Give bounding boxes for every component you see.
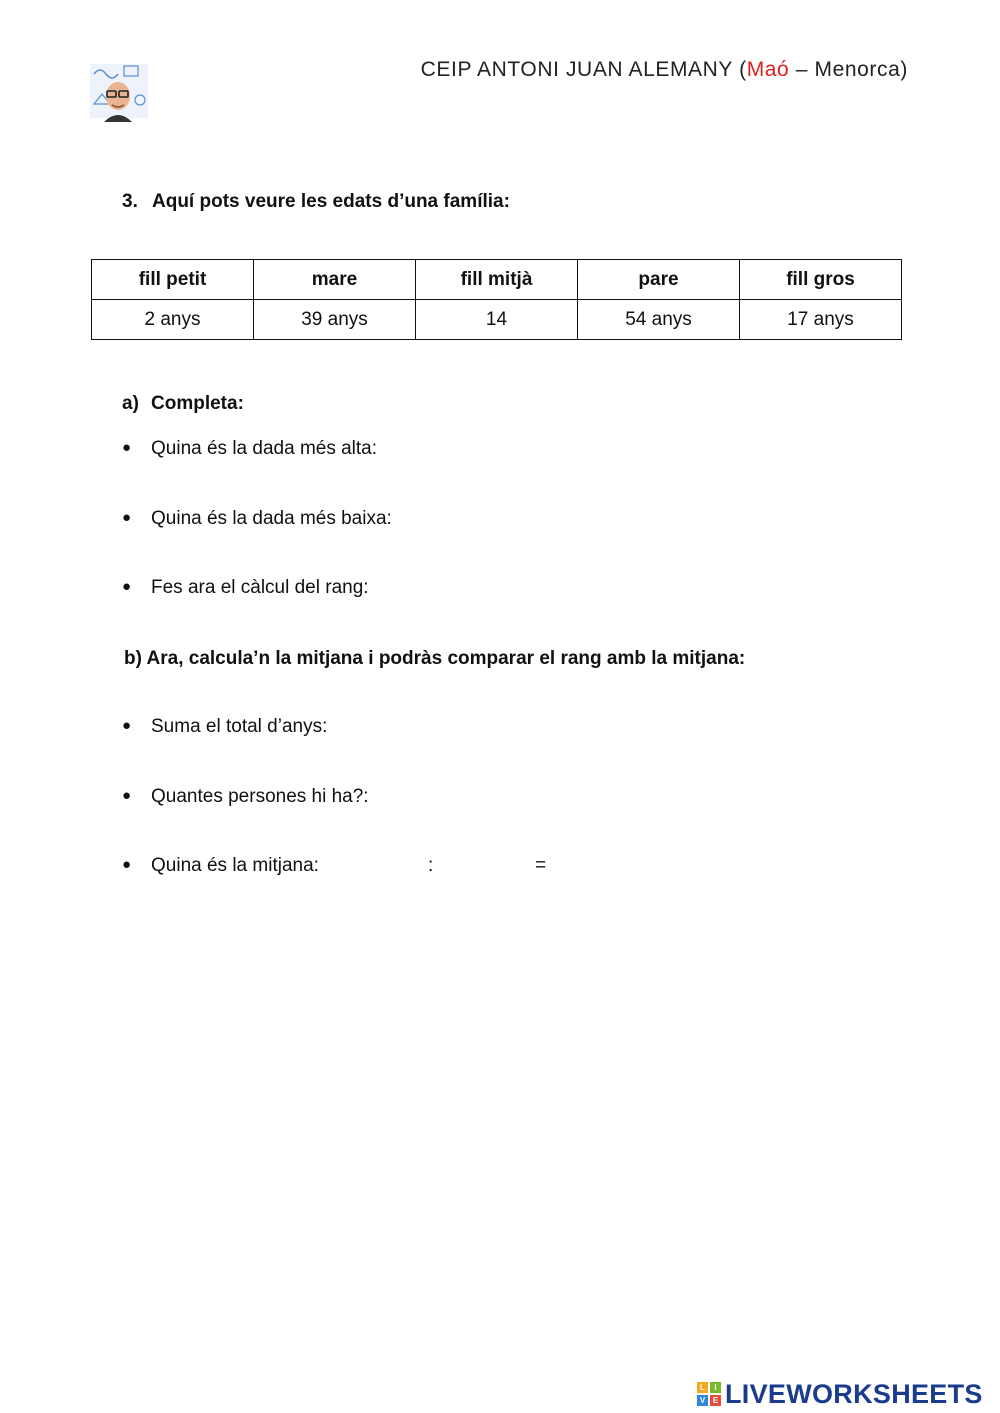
avatar-icon bbox=[88, 60, 152, 124]
list-item bbox=[122, 508, 392, 530]
bullet-icon: ● bbox=[122, 578, 132, 595]
table-header-cell: pare bbox=[578, 260, 740, 300]
list-item bbox=[122, 855, 319, 877]
question-title: Aquí pots veure les edats d’una família: bbox=[152, 191, 510, 212]
liveworksheets-brand bbox=[697, 1377, 983, 1411]
table-cell: 17 anys bbox=[740, 300, 902, 340]
equals-symbol: = bbox=[535, 855, 547, 876]
family-ages-table bbox=[91, 259, 902, 340]
list-item-text: Suma el total d’anys: bbox=[151, 716, 328, 737]
bullet-icon: ● bbox=[122, 717, 132, 734]
school-name-suffix: – Menorca) bbox=[789, 58, 908, 81]
list-item bbox=[122, 716, 327, 738]
table-header-cell: mare bbox=[254, 260, 416, 300]
brand-logo-icon bbox=[697, 1382, 721, 1406]
list-item-text: Quantes persones hi ha?: bbox=[151, 786, 369, 807]
school-city: Maó bbox=[746, 58, 790, 81]
table-header-cell: fill petit bbox=[92, 260, 254, 300]
school-name bbox=[421, 58, 908, 82]
bullet-icon: ● bbox=[122, 787, 132, 804]
table-cell: 14 bbox=[416, 300, 578, 340]
list-item bbox=[122, 577, 369, 599]
part-a-label: a) bbox=[122, 393, 139, 414]
table-cell: 2 anys bbox=[92, 300, 254, 340]
part-a-heading bbox=[122, 393, 244, 415]
table-cell: 39 anys bbox=[254, 300, 416, 340]
question-number: 3. bbox=[122, 191, 138, 212]
part-a-title: Completa: bbox=[151, 393, 244, 414]
table-header-cell: fill gros bbox=[740, 260, 902, 300]
table-row bbox=[92, 300, 902, 340]
brand-text: LIVEWORKSHEETS bbox=[725, 1378, 983, 1409]
brand-tile: E bbox=[710, 1395, 721, 1406]
list-item-text: Quina és la dada més alta: bbox=[151, 438, 378, 459]
teacher-avatar-logo bbox=[88, 60, 152, 124]
part-b-heading: b) Ara, calcula’n la mitjana i podràs comparar el rang amb la mitjana: bbox=[124, 648, 746, 669]
brand-tile: L bbox=[697, 1382, 708, 1393]
list-item bbox=[122, 786, 369, 808]
bullet-icon: ● bbox=[122, 439, 132, 456]
table-header-cell: fill mitjà bbox=[416, 260, 578, 300]
list-item-text: Quina és la mitjana: bbox=[151, 855, 319, 876]
brand-tile: I bbox=[710, 1382, 721, 1393]
brand-tile: V bbox=[697, 1395, 708, 1406]
list-item-text: Quina és la dada més baixa: bbox=[151, 508, 392, 529]
question-heading bbox=[122, 191, 510, 213]
bullet-icon: ● bbox=[122, 509, 132, 526]
list-item-text: Fes ara el càlcul del rang: bbox=[151, 577, 369, 598]
table-header-row bbox=[92, 260, 902, 300]
table-cell: 54 anys bbox=[578, 300, 740, 340]
list-item bbox=[122, 438, 377, 460]
school-name-prefix: CEIP ANTONI JUAN ALEMANY ( bbox=[420, 58, 747, 81]
divide-symbol: : bbox=[428, 855, 434, 876]
bullet-icon: ● bbox=[122, 856, 132, 873]
